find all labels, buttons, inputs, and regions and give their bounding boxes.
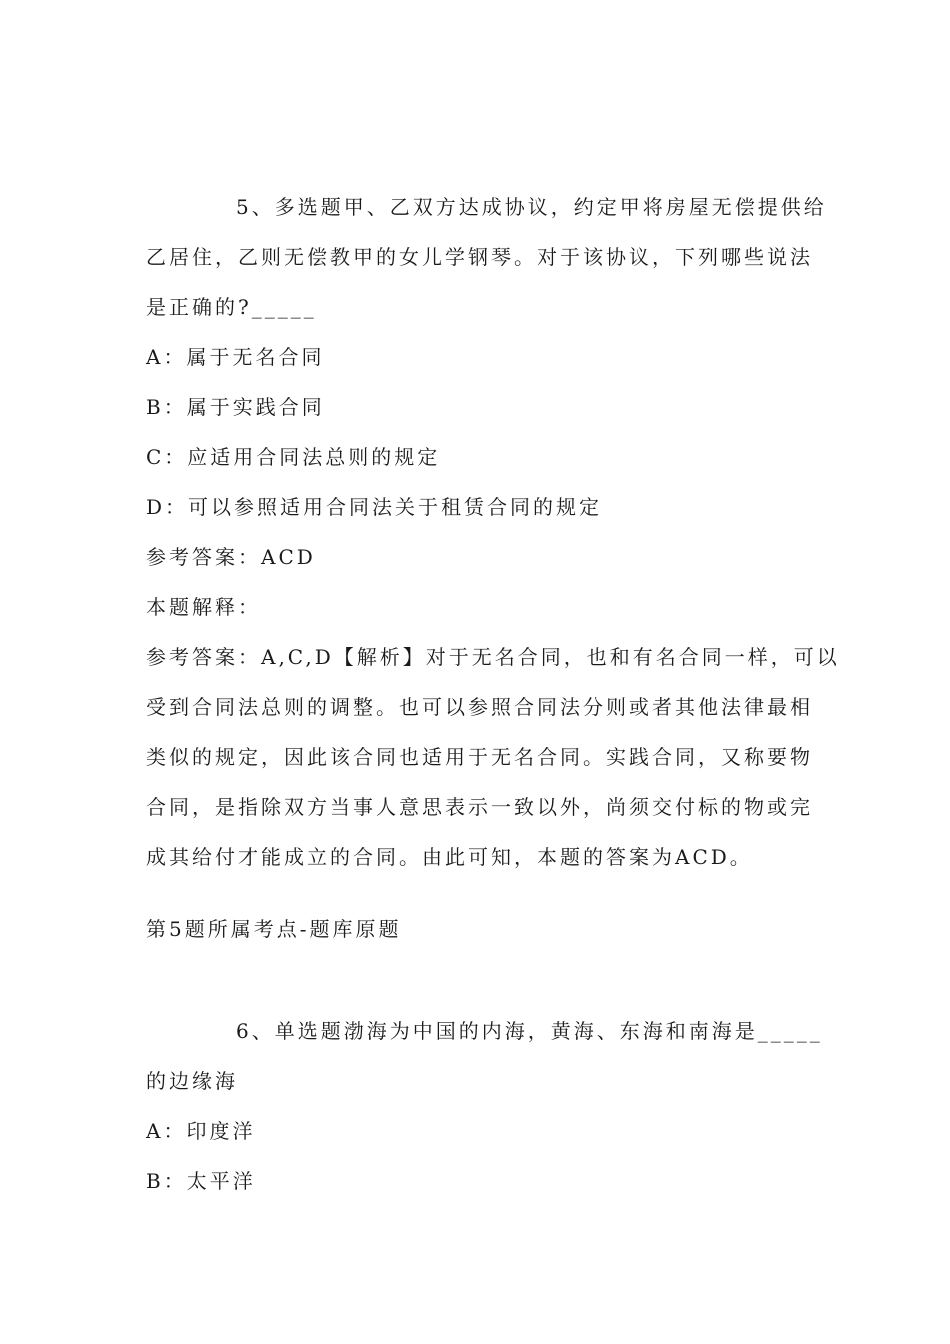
q5-stem-line-2: 乙居住，乙则无偿教甲的女儿学钢琴。对于该协议，下列哪些说法	[146, 245, 813, 269]
spacer	[146, 882, 808, 904]
spacer	[146, 954, 808, 1006]
q6-option-a: A：印度洋	[146, 1119, 256, 1143]
q6-stem-line-1: 6、单选题渤海为中国的内海，黄海、东海和南海是_____	[236, 1019, 823, 1043]
q5-explain-line-4: 合同，是指除双方当事人意思表示一致以外，尚须交付标的物或完	[146, 795, 813, 819]
q5-explain-line-3: 类似的规定，因此该合同也适用于无名合同。实践合同，又称要物	[146, 745, 813, 769]
q5-explain-line-1: 参考答案：A,C,D【解析】对于无名合同，也和有名合同一样，可以	[146, 645, 840, 669]
q5-stem-line-1: 5、多选题甲、乙双方达成协议，约定甲将房屋无偿提供给	[236, 195, 827, 219]
q5-explain-line-5: 成其给付才能成立的合同。由此可知，本题的答案为ACD。	[146, 845, 753, 869]
q5-option-b: B：属于实践合同	[146, 395, 325, 419]
q5-answer: 参考答案：ACD	[146, 545, 316, 569]
q6-option-b: B：太平洋	[146, 1169, 256, 1193]
q5-option-c: C：应适用合同法总则的规定	[146, 445, 441, 469]
q5-option-a: A：属于无名合同	[146, 345, 325, 369]
q5-stem-line-3: 是正确的?_____	[146, 295, 317, 319]
q5-topic: 第5题所属考点-题库原题	[146, 917, 402, 941]
q6-stem-line-2: 的边缘海	[146, 1069, 238, 1093]
q5-explain-title: 本题解释：	[146, 595, 261, 619]
document-page	[146, 182, 840, 1206]
q5-explain-line-2: 受到合同法总则的调整。也可以参照合同法分则或者其他法律最相	[146, 695, 813, 719]
q5-option-d: D：可以参照适用合同法关于租赁合同的规定	[146, 495, 603, 519]
